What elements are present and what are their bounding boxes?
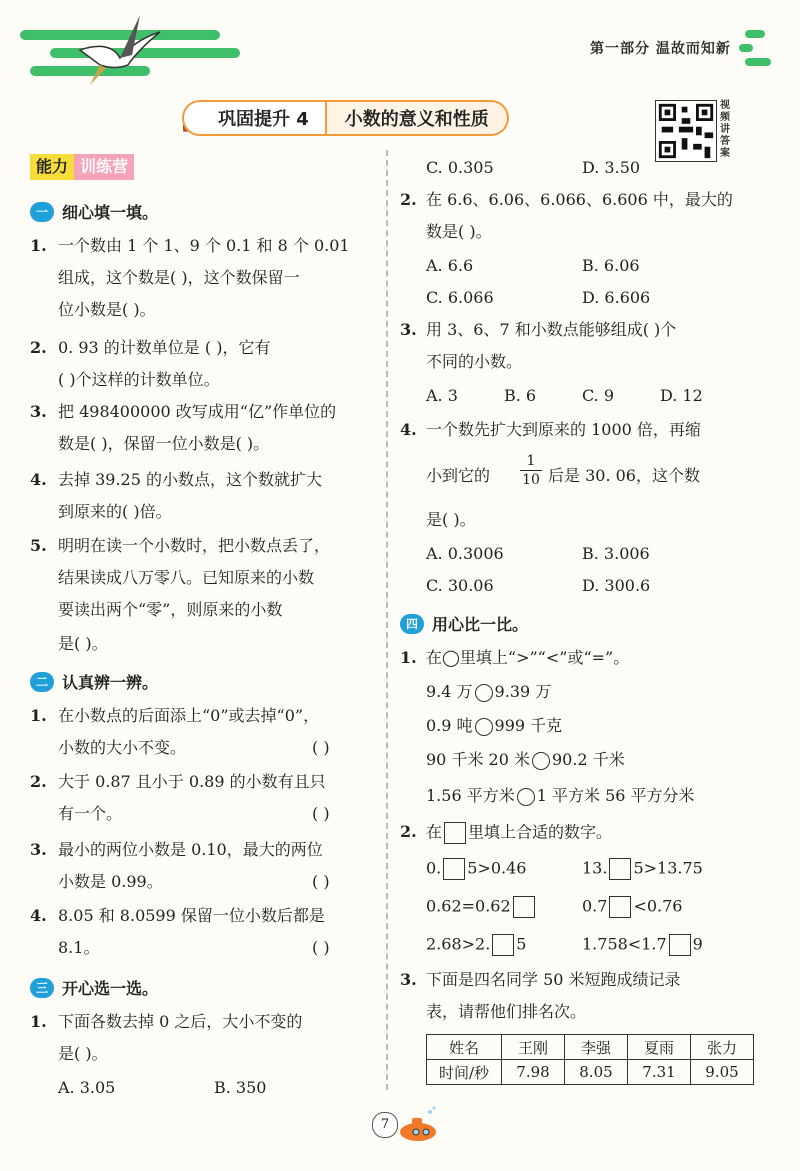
badge-part1: 能力 [30,154,74,180]
question-number: 1. [400,648,417,667]
question-number: 1. [30,236,47,255]
compare-circle[interactable] [532,752,550,770]
compare-left: 90 千米 20 米 [426,750,530,769]
choice-option[interactable]: A. 3 [426,386,458,405]
question-text: 组成，这个数是( )，这个数保留一 [58,268,300,287]
fill-row [582,896,682,918]
choice-option[interactable]: A. 3.05 [58,1078,116,1097]
section-mark: 四 [400,614,424,634]
table-cell: 李强 [565,1035,628,1060]
title-left: 巩固提升 4 [182,100,327,136]
fill-text: 5>13.75 [633,858,703,878]
question-text: 数是( )。 [426,222,492,241]
fill-text: 5 [516,934,527,954]
qr-caption: 视频讲答案 [720,100,730,159]
choice-option[interactable]: B. 6.06 [582,256,640,275]
table-cell: 7.98 [502,1060,565,1085]
table-cell: 时间/秒 [427,1060,502,1085]
question-text: 到原来的( )倍。 [58,502,172,521]
table-cell: 姓名 [427,1035,502,1060]
choice-option[interactable]: B. 350 [214,1078,267,1097]
choice-option[interactable]: D. 6.606 [582,288,651,307]
question-text: 小数的大小不变。 [58,738,187,757]
fill-row [582,858,703,880]
seagull-illustration [20,10,250,90]
table-cell: 王刚 [502,1035,565,1060]
answer-paren[interactable]: ( ) [312,738,330,757]
digit-box[interactable] [492,934,514,956]
fill-row [582,934,703,956]
question-text: 8.1。 [58,938,100,957]
choice-option[interactable]: C. 30.06 [426,576,494,595]
section-choose [30,976,158,999]
qr-code[interactable] [655,100,717,162]
page-number: 7 [372,1112,398,1138]
text-part: 里填上合适的数字。 [468,822,613,842]
fill-text: 13. [582,858,608,878]
section-title: 用心比一比。 [432,615,529,634]
fill-row [426,934,526,956]
header-band [0,0,800,92]
choice-option[interactable]: B. 6 [504,386,537,405]
section-compare [400,612,528,635]
compare-row [426,716,562,736]
table-cell: 9.05 [691,1060,754,1085]
question-text: 明明在读一个小数时，把小数点丢了， [58,536,331,555]
section-mark: 一 [30,202,54,222]
choice-option[interactable]: A. 6.6 [426,256,474,275]
question-number: 3. [400,970,417,989]
fill-text: 5>0.46 [467,858,527,878]
question-number: 3. [400,320,417,339]
choice-option[interactable]: A. 0.3006 [426,544,504,563]
text-part: 在 [426,822,443,842]
fill-text: 0. [426,858,442,878]
section-judge [30,670,158,693]
question-text: 有一个。 [58,804,123,823]
choice-option[interactable]: D. 300.6 [582,576,651,595]
fill-text: 9 [692,934,703,954]
question-text: 0. 93 的计数单位是 ( )，它有 [58,338,271,357]
blank-box [444,822,466,844]
compare-circle[interactable] [517,788,535,806]
choice-option[interactable]: D. 3.50 [582,158,641,177]
title-right: 小数的意义和性质 [327,100,509,136]
fill-text: <0.76 [633,896,683,916]
choice-option[interactable]: C. 9 [582,386,615,405]
question-text: 最小的两位小数是 0.10，最大的两位 [58,840,323,859]
section-mark: 二 [30,672,54,692]
question-number: 5. [30,536,47,555]
question-text: ( )个这样的计数单位。 [58,370,220,389]
table-cell: 7.31 [628,1060,691,1085]
fill-text: 2.68>2. [426,934,491,954]
question-text: 8.05 和 8.0599 保留一位小数后都是 [58,906,325,925]
question-text: 小数是 0.99。 [58,872,163,891]
question-number: 3. [30,840,47,859]
question-text: 一个数由 1 个 1、9 个 0.1 和 8 个 0.01 [58,236,350,255]
question-text: 要读出两个“零”，则原来的小数 [58,600,283,619]
fill-row [426,896,537,918]
digit-box[interactable] [609,858,631,880]
digit-box[interactable] [609,896,631,918]
table-cell: 8.05 [565,1060,628,1085]
column-divider [386,150,388,1090]
fraction-numerator: 1 [526,453,536,469]
question-text: 结果读成八万零八。已知原来的小数 [58,568,315,587]
compare-row [426,786,695,806]
question-text: 在小数点的后面添上“0”或去掉“0”， [58,706,320,725]
question-number: 1. [30,1012,47,1031]
fill-text: 0.62=0.62 [426,896,511,916]
choice-option[interactable]: C. 6.066 [426,288,494,307]
question-text: 在◯里填上“>”“<”或“=”。 [426,648,630,667]
question-text: 一个数先扩大到原来的 1000 倍，再缩 [426,420,701,439]
question-text [426,822,612,844]
submarine-icon [396,1106,442,1144]
lesson-title [182,99,594,137]
compare-circle[interactable] [475,684,493,702]
ability-badge [30,154,134,180]
choice-option[interactable]: B. 3.006 [582,544,650,563]
digit-box[interactable] [669,934,691,956]
question-number: 2. [30,338,47,357]
table-row [427,1035,754,1060]
table-cell: 夏雨 [628,1035,691,1060]
question-text: 数是( )，保留一位小数是( )。 [58,434,270,453]
question-number: 4. [30,906,47,925]
choice-option[interactable]: D. 12 [660,386,703,405]
compare-right: 90.2 千米 [551,750,625,769]
answer-paren[interactable]: ( ) [312,938,330,957]
question-text: 是( )。 [426,510,476,529]
section-mark: 三 [30,978,54,998]
section-title: 认真辨一辨。 [62,673,159,692]
question-number: 2. [400,190,417,209]
score-table [426,1034,754,1085]
table-cell: 张力 [691,1035,754,1060]
question-text: 用 3、6、7 和小数点能够组成( )个 [426,320,677,339]
question-number: 4. [400,420,417,439]
compare-left: 9.4 万 [426,682,473,701]
question-number: 2. [400,822,417,841]
compare-left: 1.56 平方米 [426,786,515,805]
question-text: 是( )。 [58,1044,108,1063]
compare-right: 9.39 万 [494,682,552,701]
question-text: 后是 30. 06，这个数 [548,466,700,485]
compare-right: 1 平方米 56 平方分米 [536,786,695,805]
fill-text: 1.758<1.7 [582,934,667,954]
question-text: 把 498400000 改写成用“亿”作单位的 [58,402,337,421]
compare-row [426,682,551,702]
answer-paren[interactable]: ( ) [312,804,330,823]
fill-row [426,858,526,880]
section-label: 第一部分 温故而知新 [590,41,731,57]
section-title: 细心填一填。 [62,203,159,222]
question-text: 位小数是( )。 [58,300,156,319]
question-number: 4. [30,470,47,489]
question-number: 3. [30,402,47,421]
question-text: 在 6.6、6.06、6.066、6.606 中，最大的 [426,190,733,209]
compare-left: 0.9 吨 [426,716,473,735]
deco-bars [745,30,771,72]
question-number: 1. [30,706,47,725]
question-text: 下面各数去掉 0 之后，大小不变的 [58,1012,303,1031]
compare-row [426,750,625,770]
compare-circle[interactable] [475,718,493,736]
choice-option[interactable]: C. 0.305 [426,158,494,177]
question-text: 是( )。 [58,634,108,653]
section-title: 开心选一选。 [62,979,159,998]
section-fill [30,200,158,223]
fill-text: 0.7 [582,896,608,916]
question-text: 去掉 39.25 的小数点，这个数就扩大 [58,470,322,489]
table-row [427,1060,754,1085]
badge-part2: 训练营 [74,154,134,180]
digit-box[interactable] [513,896,535,918]
question-text: 不同的小数。 [426,352,523,371]
question-number: 2. [30,772,47,791]
digit-box[interactable] [443,858,465,880]
fraction-denominator: 10 [520,470,542,489]
question-text: 小到它的 [426,466,491,485]
fraction [520,452,542,489]
question-text: 表，请帮他们排名次。 [426,1002,587,1021]
answer-paren[interactable]: ( ) [312,872,330,891]
compare-right: 999 千克 [494,716,563,735]
question-text: 大于 0.87 且小于 0.89 的小数有且只 [58,772,326,791]
question-text: 下面是四名同学 50 米短跑成绩记录 [426,970,681,989]
